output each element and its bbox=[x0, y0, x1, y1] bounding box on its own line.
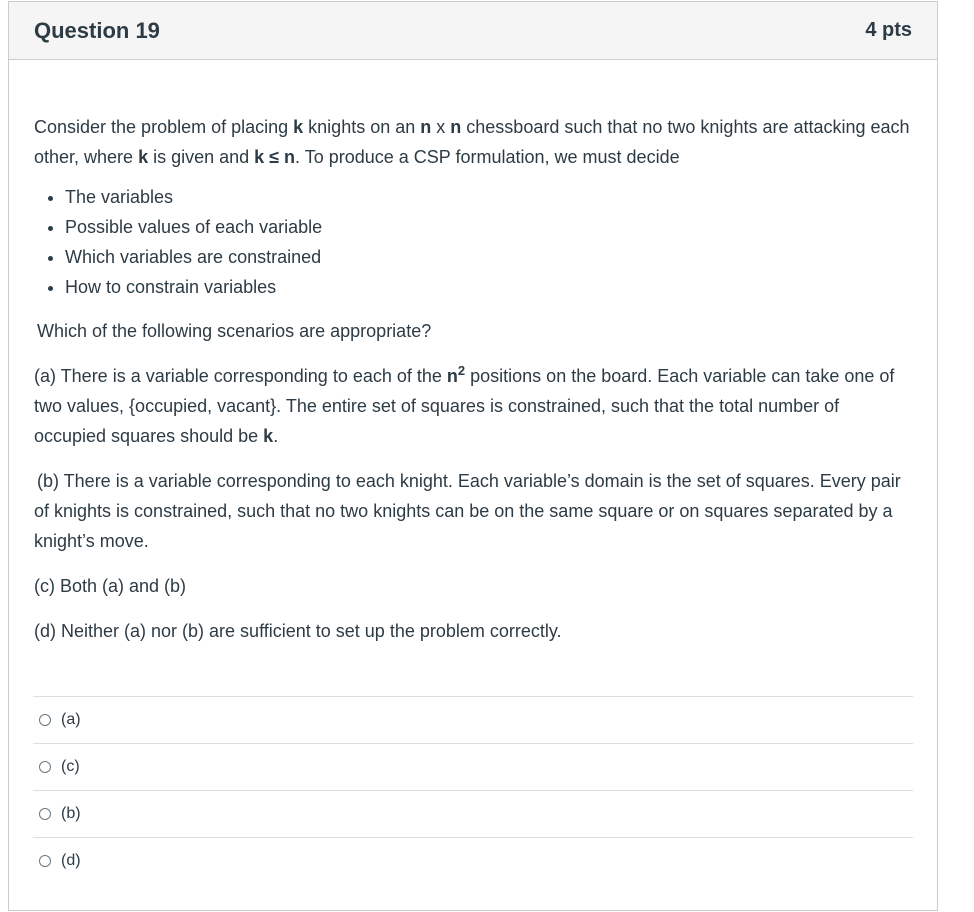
radio-button-icon[interactable] bbox=[39, 761, 51, 773]
answer-option-c[interactable] bbox=[33, 743, 913, 790]
list-item: • Which variables are constrained bbox=[65, 242, 912, 272]
list-item: • How to constrain variables bbox=[65, 272, 912, 302]
question-prompt: Which of the following scenarios are appropriate? bbox=[37, 321, 432, 341]
list-item: • The variables bbox=[65, 182, 912, 212]
question-card bbox=[8, 1, 938, 911]
decision-list bbox=[34, 182, 912, 302]
answer-label[interactable]: (c) bbox=[61, 758, 80, 775]
answer-option-d[interactable] bbox=[33, 837, 913, 884]
answer-label[interactable]: (d) bbox=[61, 852, 81, 869]
answer-option-a[interactable] bbox=[33, 696, 913, 743]
radio-button-icon[interactable] bbox=[39, 714, 51, 726]
scenario-a: (a) There is a variable corresponding to each of the $n^2$ positions on the board. Each variable can take one of two values, {occupied, vacant}. The entire set of squares is constrained, such that the total number of occupied squares should be k. bbox=[34, 363, 895, 446]
answer-label[interactable]: (b) bbox=[61, 805, 81, 822]
radio-button-icon[interactable] bbox=[39, 855, 51, 867]
scenario-c: (c) Both (a) and (b) bbox=[34, 576, 187, 596]
question-intro: Consider the problem of placing k knights on an n x n chessboard such that no two knights are attacking each other, where k is given and k ≤ n. To produce a CSP formulation, we must decide bbox=[34, 117, 910, 167]
scenario-d: (d) Neither (a) nor (b) are sufficient to set up the problem correctly. bbox=[34, 621, 562, 641]
answer-list bbox=[33, 696, 913, 884]
scenario-b: (b) There is a variable corresponding to each knight. Each variable’s domain is the set of squares. Every pair of knights is constrained, such that no two knights can be on the same square or on squares separated by a knight’s move. bbox=[34, 471, 901, 551]
answer-option-b[interactable] bbox=[33, 790, 913, 837]
question-points: 4 pts bbox=[865, 19, 912, 41]
question-title: Question 19 bbox=[34, 17, 160, 43]
question-header bbox=[9, 2, 937, 60]
answer-label[interactable]: (a) bbox=[61, 711, 81, 728]
question-body bbox=[9, 60, 937, 646]
radio-button-icon[interactable] bbox=[39, 808, 51, 820]
list-item: • Possible values of each variable bbox=[65, 212, 912, 242]
